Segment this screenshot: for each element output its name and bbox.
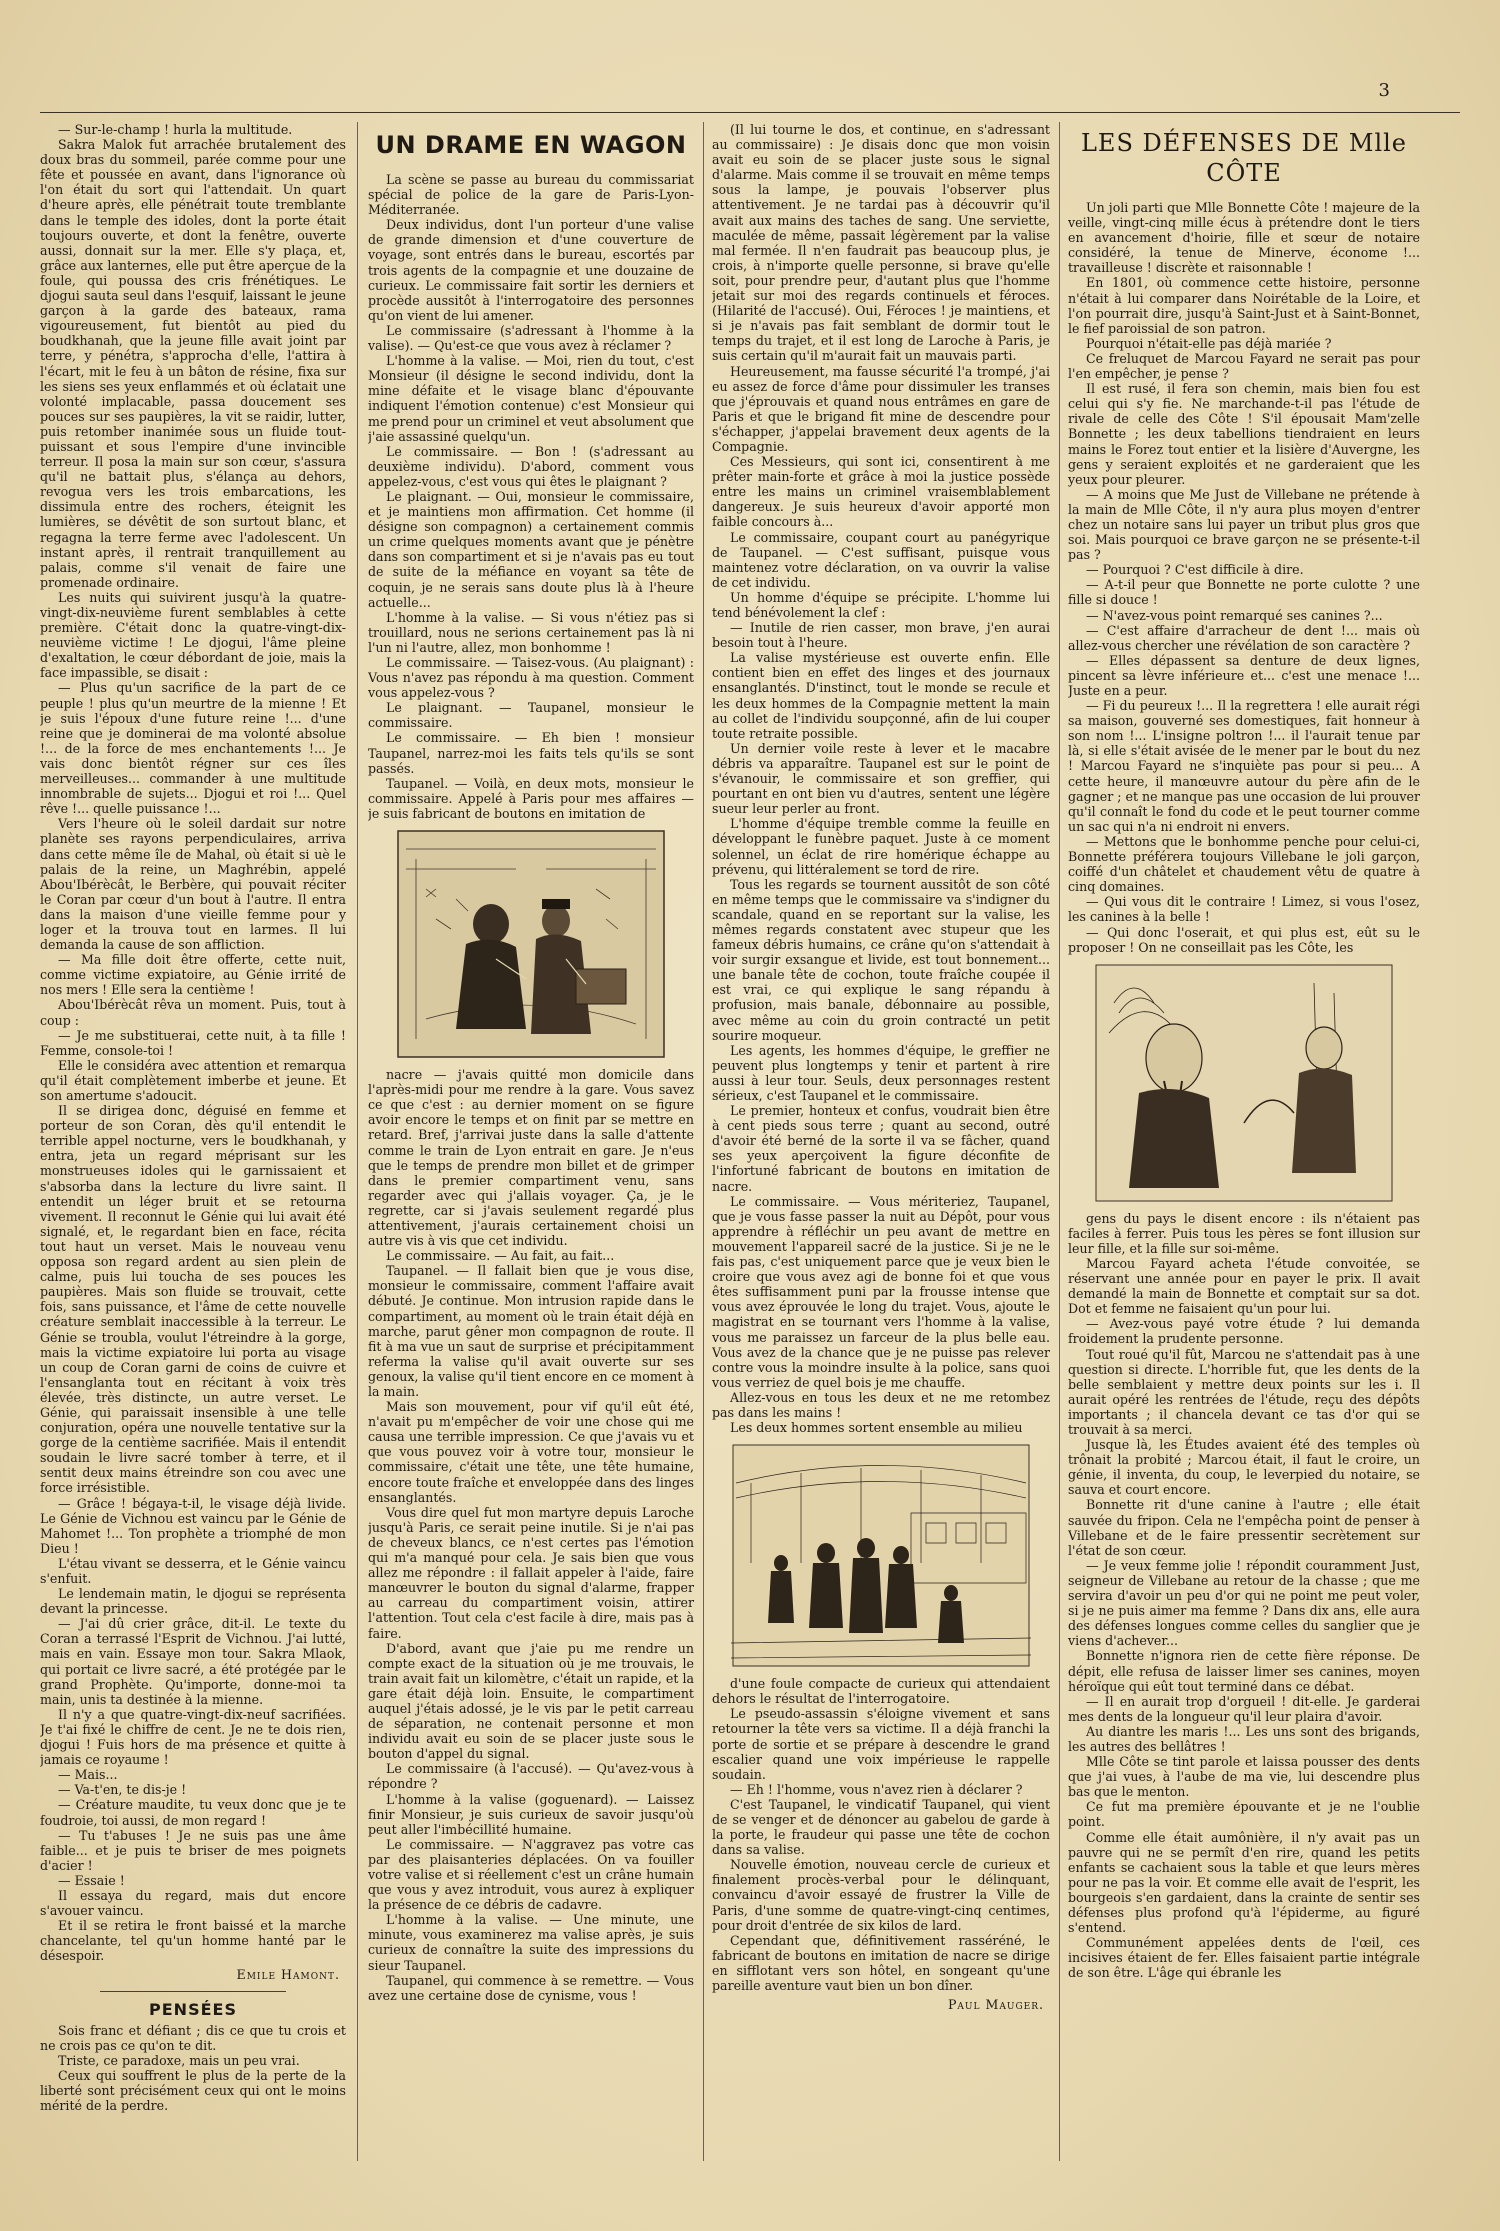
paragraph: — Essaie ! (58, 1872, 125, 1888)
paragraph: — Tu t'abuses ! Je ne suis pas une âme faible... et je puis te briser de mes poignets d'acier ! (40, 1827, 346, 1873)
paragraph: — Grâce ! bégaya-t-il, le visage déjà livide. Le Génie de Vichnou est vaincu par le Génie de Mahomet !... Ton prophète a triomphé de mon Dieu ! (40, 1495, 346, 1556)
paragraph: gens du pays le disent encore : ils n'étaient pas faciles à ferrer. Puis tous les pères se font illusion sur leur fille, et la fille sur soi-même. (1068, 1210, 1420, 1256)
paragraph: Les nuits qui suivirent jusqu'à la quatre-vingt-dix-neuvième furent semblables à cette première. C'était donc la quatre-vingt-dix-neuvième victime ! Le djogui, l'âme pleine d'exaltation, le cœur débordant de joie, mais la face impassible, se disait : (40, 589, 346, 681)
header-rule (40, 112, 1460, 113)
paragraph: Ce fut ma première épouvante et je ne l'oublie point. (1068, 1799, 1420, 1830)
paragraph: Sakra Malok fut arrachée brutalement des doux bras du sommeil, parée comme pour une fête et poussée en avant, dans l'ignorance où l'on était du sort qui l'attendait. Un quart d'heure après, elle pénétrait toute tremblante dans le temple des idoles, dont la porte était toujours ouverte, et dont la fenêtre, ouverte aussi, donnait sur la mer. Elle s'y plaça, et, grâce aux lanternes, elle put être aperçue de la foule, qui poussa des cris frénétiques. Le djogui sauta seul dans l'esquif, laissant le jeune garçon à la garde des bateaux, rama vigoureusement, fut bientôt au pied du boudkhanah, que la jeune fille avait joint par terre, y pénétra, s'approcha d'elle, l'attira à l'écart, mit le feu à un bâton de résine, fixa sur les siens ses yeux enflammés et où éclatait une volonté implacable, passa doucement ses pouces sur ses paupières, la vit se raidir, lutter, puis retomber inanimée sous un fluide tout-puissant et sous l'empire d'une invincible terreur. Il posa la main sur son cœur, s'assura qu'il ne battait plus, s'élança au dehors, revogua vers les trois embarcations, les dissimula entre des rochers, éteignit les lumières, se dévêtit de son surtout blanc, et regagna la terre ferme avec l'adolescent. Un instant après, il rentrait tranquillement au palais, comme s'il venait de faire une promenade ordinaire. (40, 137, 346, 590)
paragraph: Il n'y a que quatre-vingt-dix-neuf sacrifiées. Je t'ai fixé le chiffre de cent. Je ne te dois rien, djogui ! Fuis hors de ma présence et quitte à jamais ce royaume ! (40, 1706, 346, 1768)
paragraph: — Qui donc l'oserait, et qui plus est, eût su le proposer ! On ne conseillait pas les Côte, les (1068, 924, 1420, 955)
article-defenses-part1 (1068, 200, 1420, 955)
paragraph: Ceux qui souffrent le plus de la perte de la liberté sont précisément ceux qui ont le moins mérité de la perdre. (40, 2067, 346, 2114)
paragraph: Mais son mouvement, pour vif qu'il eût été, n'avait pu m'empêcher de voir une chose qui me causa une terrible impression. Ce que j'avais vu et que vous pouvez voir à votre tour, monsieur le commissaire, c'était une tête, une tête humaine, encore toute fraîche et enveloppée dans des linges ensanglantés. (368, 1399, 694, 1505)
pensees-title: PENSÉES (149, 1999, 237, 2019)
paragraph: Le pseudo-assassin s'éloigne vivement et sans retourner la tête vers sa victime. Il a déjà franchi la porte de sortie et se prépare à descendre le grand escalier quand une voix impérieuse le rappelle soudain. (712, 1706, 1050, 1782)
paragraph: Il est rusé, il fera son chemin, mais bien fou est celui qui s'y fie. Ne marchande-t-il pas l'étude de rivale de celle des Côte ! S'il épousait Mam'zelle Bonnette ; les deux tabellions tiendraient en leurs mains le Forez tout entier et la lisière d'Auvergne, les gens y seraient exploités et ne garderaient que les yeux pour pleurer. (1068, 381, 1420, 487)
paragraph: Ce freluquet de Marcou Fayard ne serait pas pour l'en empêcher, je pense ? (1068, 350, 1420, 382)
paragraph: Taupanel. — Voilà, en deux mots, monsieur le commissaire. Appelé à Paris pour mes affaires — je suis fabricant de boutons en imitation de (368, 775, 694, 821)
article-defenses-part2 (1068, 1211, 1420, 1981)
paragraph: Bonnette n'ignora rien de cette fière réponse. De dépit, elle refusa de laisser limer ses canines, moyen héroïque qui eût tout terminé dans ce débat. (1068, 1648, 1420, 1694)
paragraph: — N'avez-vous point remarqué ses canines ?... (1086, 607, 1383, 623)
paragraph: Tout roué qu'il fût, Marcou ne s'attendait pas à une question si directe. L'horrible fut, que les dents de la belle semblaient y mettre deux points sur les i. Il aurait opéré les rentrées de l'étude, reçu des dépôts importants ; il chancela devant ce tas d'or qui se trouvait à sa merci. (1068, 1346, 1420, 1437)
paragraph: Le commissaire. — Eh bien ! monsieur Taupanel, narrez-moi les faits tels qu'ils se sont passés. (368, 730, 694, 776)
column-2 (368, 122, 694, 2161)
article-drame-part2 (368, 1067, 694, 2003)
paragraph: — Inutile de rien casser, mon brave, j'en aurai besoin tout à l'heure. (712, 620, 1050, 651)
signature-hamont: Emile Hamont. (236, 1967, 340, 1983)
pensees-list (40, 2023, 346, 2114)
paragraph: Tous les regards se tournent aussitôt de son côté en même temps que le commissaire va s'indigner du scandale, quand en se reportant sur la valise, les mêmes regards constatent avec stupeur que les fameux débris humains, ce crâne qu'on s'attendait à voir surgir exsangue et livide, est tout bonnement... une banale tête de cochon, toute fraîche coupée il est vrai, ce qui explique le sang répandu à profusion, mais banale, débonnaire au possible, avec même au coin du groin contracté un petit sourire moqueur. (712, 876, 1050, 1043)
paragraph: — Créature maudite, tu veux donc que je te foudroie, toi aussi, de mon regard ! (40, 1797, 346, 1828)
paragraph: Il essaya du regard, mais dut encore s'avouer vaincu. (40, 1887, 346, 1919)
paragraph: Allez-vous en tous les deux et ne me retombez pas dans les mains ! (712, 1389, 1050, 1420)
cote-engraving (1094, 963, 1394, 1203)
paragraph: Le commissaire (s'adressant à l'homme à la valise). — Qu'est-ce que vous avez à réclamer ? (368, 322, 694, 354)
paragraph: Vous dire quel fut mon martyre depuis Laroche jusqu'à Paris, ce serait peine inutile. Si je n'ai pas de cheveux blancs, ce n'est certes pas l'émotion qui m'a manqué pour cela. Je sais bien que vous allez me répondre : il fallait appeler à l'aide, faire manœuvrer le bouton du signal d'alarme, frapper au carreau du compartiment voisin, attirer l'attention. Tout cela c'est facile à dire, mais pas à faire. (368, 1504, 694, 1641)
paragraph: Vers l'heure où le soleil dardait sur notre planète ses rayons perpendiculaires, arriva dans cette même île de Mahal, où était si uè le palais de la reine, un Maghrébin, appelé Abou'Ibérècât, le Berbère, qui pouvait réciter le Coran par cœur d'un bout à l'autre. Il entra dans la maison d'une vieille femme pour y loger et la trouva tout en larmes. Il lui demanda la cause de son affliction. (40, 816, 346, 953)
paragraph: — Sur-le-champ ! hurla la multitude. (58, 122, 293, 137)
page-number: 3 (1378, 80, 1390, 101)
paragraph: Un dernier voile reste à lever et le macabre débris va apparaître. Taupanel est sur le point de s'évanouir, le commissaire et son greffier, qui pourtant en ont bien vu d'autres, sentent une légère sueur leur perler au front. (712, 740, 1050, 817)
article-drame-part4 (712, 1676, 1050, 1993)
paragraph: — Il en aurait trop d'orgueil ! dit-elle. Je garderai mes dents de la longueur qu'il leur plaira d'avoir. (1068, 1693, 1420, 1724)
paragraph: La valise mystérieuse est ouverte enfin. Elle contient bien en effet des linges et des journaux ensanglantés. D'instinct, tout le monde se recule et les deux hommes de la Compagnie mettent la main au collet de l'individu soupçonné, afin de lui couper toute retraite possible. (712, 650, 1050, 741)
compartment-engraving (396, 829, 666, 1059)
article-drame-part1 (368, 172, 694, 821)
paragraph: Mlle Côte se tint parole et laissa pousser des dents que j'ai vues, à l'aube de ma vie, lui descendre plus bas que le menton. (1068, 1754, 1420, 1800)
paragraph: — Plus qu'un sacrifice de la part de ce peuple ! plus qu'un meurtre de la mienne ! Et je suis l'époux d'une future reine !... d'une reine que je dominerai de ma volonté absolue !... de la force de mes enchantements !... Je vais donc bientôt régner sur ces îles merveilleuses... commander à une multitude innombrable de sujets... Djogui et roi !... Quel rêve !... quelle puissance !... (40, 680, 346, 817)
paragraph: — Pourquoi ? C'est difficile à dire. (1086, 562, 1304, 578)
paragraph: nacre — j'avais quitté mon domicile dans l'après-midi pour me rendre à la gare. Vous savez ce que c'est : au dernier moment on se figure avoir encore le temps et on finit par se mettre en retard. Bref, j'arrivai juste dans la salle d'attente comme le train de Lyon entrait en gare. Je n'eus que le temps de prendre mon billet et de grimper dans le premier compartiment venu, sans regarder avec qui j'allais voyager. Ça, je le regrette, car si j'avais seulement regardé plus attentivement, j'aurais certainement choisi un autre vis à vis que cet individu. (368, 1067, 694, 1249)
article-title-defenses: LES DÉFENSES DE Mlle CÔTE (1080, 129, 1407, 187)
paragraph: Le commissaire. — Au fait, au fait... (386, 1248, 615, 1264)
paragraph: En 1801, où commence cette histoire, personne n'était à lui comparer dans Noirétable de la Loire, et l'on pourrait dire, jusqu'à Saint-Just et à Saint-Bonnet, le fief paroissial de son patron. (1068, 275, 1420, 336)
paragraph: D'abord, avant que j'aie pu me rendre un compte exact de la situation où je me trouvais, le train avait fait un kilomètre, c'était un rapide, et la gare était déjà loin. Ensuite, le compartiment auquel j'étais adossé, je le vis par le petit carreau de séparation, ne contenait personne et mon individu avait eu soin de se placer juste sous le bouton d'appel du signal. (368, 1640, 694, 1762)
article-drame-part3 (712, 122, 1050, 1435)
column-rule (1059, 122, 1060, 2161)
paragraph: Le commissaire. — Bon ! (s'adressant au deuxième individu). D'abord, comment vous appelez-vous, c'est vous qui êtes le plaignant ? (368, 443, 694, 489)
paragraph: Taupanel, qui commence à se remettre. — Vous avez une certaine dose de cynisme, vous ! (368, 1972, 694, 2003)
paragraph: Bonnette rit d'une canine à l'autre ; elle était sauvée du fripon. Cela ne l'empêcha point de penser à Villebane et de le faire pressentir secrètement sur l'état de son cœur. (1068, 1497, 1420, 1558)
paragraph: Les agents, les hommes d'équipe, le greffier ne peuvent plus longtemps y tenir et partent à rire aussi à leur tour. Seuls, deux personnages restent sérieux, c'est Taupanel et le commissaire. (712, 1042, 1050, 1103)
paragraph: Le commissaire. — Vous mériteriez, Taupanel, que je vous fasse passer la nuit au Dépôt, pour vous apprendre à réfléchir un peu avant de mettre en mouvement l'appareil sacré de la justice. Si je ne le fais pas, c'est uniquement parce que je veux bien le croire que vous avez agi de bonne foi et que vous êtes suffisamment puni par la frousse intense que vous avez éprouvée le long du trajet. Vous, ajoute le magistrat en se tournant vers l'homme à la valise, vous me paraissez un farceur de la plus belle eau. Vous avez de la chance que je ne puisse pas relever contre vous la moindre insulte à la police, sans quoi vous verriez de quel bois je me chauffe. (712, 1193, 1050, 1390)
paragraph: Jusque là, les Études avaient été des temples où trônait la probité ; Marcou était, il faut le croire, un génie, il inventa, du coup, le leverpied du notaire, se sauva et court encore. (1068, 1437, 1420, 1498)
paragraph: Elle le considéra avec attention et remarqua qu'il était complètement imberbe et jeune. Et son amertume s'adoucit. (40, 1057, 346, 1103)
paragraph: L'homme à la valise. — Moi, rien du tout, c'est Monsieur (il désigne le second individu, dont la mine défaite et le visage blanc d'épouvante indiquent l'émotion contenue) c'est Monsieur qui me prend pour un criminel et veut absolument que j'aie assassiné quelqu'un. (368, 353, 694, 444)
paragraph: Cependant que, définitivement rasséréné, le fabricant de boutons en imitation de nacre se dirige en sifflotant vers son hôtel, en songeant qu'une pareille aventure vaut bien un bon dîner. (712, 1932, 1050, 1994)
paragraph: — C'est affaire d'arracheur de dent !... mais où allez-vous chercher une révélation de son caractère ? (1068, 622, 1420, 653)
paragraph: Comme elle était aumônière, il n'y avait pas un pauvre qui ne se permît d'en rire, quand les petits enfants se cachaient sous la table et que leurs mères pour ne pas la voir. Et comme elle avait de l'esprit, les bourgeois s'en gardaient, dans la crainte de sentir ses défenses plus profond qu'à l'épiderme, au figuré s'entend. (1068, 1829, 1420, 1936)
paragraph: — Avez-vous payé votre étude ? lui demanda froidement la prudente personne. (1068, 1316, 1420, 1347)
paragraph: L'homme à la valise. — Si vous n'étiez pas si trouillard, nous ne serions certainement pas là ni l'un ni l'autre, allez, mon bonhomme ! (368, 609, 694, 655)
paragraph: Triste, ce paradoxe, mais un peu vrai. (58, 2052, 300, 2068)
paragraph: Le plaignant. — Taupanel, monsieur le commissaire. (368, 700, 694, 731)
divider (100, 1991, 286, 1992)
paragraph: — Je me substituerai, cette nuit, à ta fille ! Femme, console-toi ! (40, 1027, 346, 1058)
paragraph: Le plaignant. — Oui, monsieur le commissaire, et je maintiens mon affirmation. Cet homme (il désigne son compagnon) a certainement commis un crime quelques moments avant que je pénètre dans son compartiment et si je n'avais pas eu tout de suite de la méfiance en voyant sa tête de coquin, je ne serais sans doute plus là à l'heure actuelle... (368, 488, 694, 610)
paragraph: Il se dirigea donc, déguisé en femme et porteur de son Coran, dès qu'il entendit le terrible appel nocturne, vers le boudkhanah, y entra, jeta un regard méprisant sur les monstrueuses idoles qui le garnissaient et s'absorba dans la lecture du livre saint. Il entendit un léger bruit et se retourna vivement. Il reconnut le Génie qui lui avait été signalé, et, le regardant bien en face, récita tout haut un verset. Mais le nouveau venu opposa son regard ardent au sien plein de calme, puis lui toucha de ses pouces les paupières. Mais son fluide se trouvait, cette fois, sans puissance, et l'âme de cette nouvelle créature semblait inaccessible à la terreur. Le Génie se troubla, voulut l'étreindre à la gorge, mais la victime expiatoire lui porta au visage un coup de Coran garni de coins de cuivre et l'ensanglanta tout en récitant à voix très élevée, très distincte, un autre verset. Le Génie, qui paraissait insensible à une telle conjuration, opéra une nouvelle tentative sur la gorge de la centième sacrifiée. Mais il entendit soudain le livre sacré tomber à terre, et il sentit deux mains étreindre son cou avec une force irrésistible. (40, 1103, 346, 1496)
paragraph: — Mais... (58, 1767, 118, 1783)
paragraph: Au diantre les maris !... Les uns sont des brigands, les autres des bellâtres ! (1068, 1723, 1420, 1754)
paragraph: Communément appelées dents de l'œil, ces incisives étaient de fer. Elles faisaient partie intégrale de son être. L'âge qui ébranle les (1068, 1935, 1420, 1981)
column-4 (1068, 122, 1420, 2161)
paragraph: — Elles dépassent sa denture de deux lignes, pincent sa lèvre inférieure et... c'est une menace !... Juste en a peur. (1068, 652, 1420, 698)
paragraph: Sois franc et défiant ; dis ce que tu crois et ne crois pas ce qu'on te dit. (40, 2022, 346, 2053)
paragraph: Nouvelle émotion, nouveau cercle de curieux et finalement procès-verbal pour le délinquant, convaincu d'avoir essayé de frustrer la Ville de Paris, d'une somme de quatre-vingt-cinq centimes, pour droit d'entrée de six kilos de lard. (712, 1857, 1050, 1933)
paragraph: — Je veux femme jolie ! répondit couramment Just, seigneur de Villebane au retour de la chasse ; que me servira d'avoir un peu d'or qui ne point me peut voler, si je ne puis aimer ma femme ? Dans dix ans, elle aura des défenses longues comme celles du sanglier que je viens d'achever... (1068, 1557, 1420, 1649)
paragraph: Les deux hommes sortent ensemble au milieu (730, 1420, 1023, 1436)
paragraph: L'homme d'équipe tremble comme la feuille en développant le funèbre paquet. Juste à ce moment solennel, un éclat de rire homérique échappe au prévenu, qui littéralement se tord de rire. (712, 816, 1050, 877)
paragraph: Heureusement, ma fausse sécurité l'a trompé, j'ai eu assez de force d'âme pour dissimuler les transes que j'éprouvais et quand nous entrâmes en gare de Paris et que le brigand fit mine de descendre pour s'échapper, j'appelai bravement deux agents de la Compagnie. (712, 363, 1050, 454)
paragraph: Le commissaire, coupant court au panégyrique de Taupanel. — C'est suffisant, puisque vous maintenez votre déclaration, on va ouvrir la valise de cet individu. (712, 529, 1050, 590)
paragraph: — Ma fille doit être offerte, cette nuit, comme victime expiatoire, au Génie irrité de nos mers ! Elle sera la centième ! (40, 952, 346, 998)
paragraph: L'homme à la valise. — Une minute, une minute, vous examinerez ma valise après, je suis curieux de connaître la suite des impressions du sieur Taupanel. (368, 1912, 694, 1973)
paragraph: L'étau vivant se desserra, et le Génie vaincu s'enfuit. (40, 1555, 346, 1586)
story-hamont (40, 122, 346, 1963)
column-rule (703, 122, 704, 2161)
paragraph: Deux individus, dont l'un porteur d'une valise de grande dimension et d'une couverture de voyage, sont entrés dans le bureau, escortés par trois agents de la compagnie et une douzaine de curieux. Le commissaire fait sortir les derniers et procède aussitôt à l'interrogatoire des personnes qu'on vient de lui amener. (368, 217, 694, 323)
column-rule (357, 122, 358, 2161)
paragraph: d'une foule compacte de curieux qui attendaient dehors le résultat de l'interrogatoire. (712, 1676, 1050, 1707)
paragraph: Un joli parti que Mlle Bonnette Côte ! majeure de la veille, vingt-cinq mille écus à prétendre dont le tiers en avancement d'hoirie, fille et sœur de notaire considéré, la tenue de Minerve, économe !... travailleuse ! discrète et raisonnable ! (1068, 200, 1420, 276)
paragraph: Taupanel. — Il fallait bien que je vous dise, monsieur le commissaire, comment l'affaire avait débuté. Je continue. Mon intrusion rapide dans le compartiment, au moment où le train était déjà en marche, parut gêner mon compagnon de route. Il fit à ma vue un saut de surprise et précipitamment referma la valise qu'il avait ouverte sur ses genoux, la valise qu'il tient encore en ce moment à la main. (368, 1263, 694, 1399)
paragraph: — Eh ! l'homme, vous n'avez rien à déclarer ? (730, 1781, 1023, 1797)
paragraph: Le premier, honteux et confus, voudrait bien être à cent pieds sous terre ; quant au second, outré d'avoir été berné de la sorte il va se fâcher, quand ses yeux aperçoivent la figure déconfite de l'infortuné fabricant de boutons en imitation de nacre. (712, 1103, 1050, 1194)
illustration-station (712, 1443, 1050, 1668)
column-3 (712, 122, 1050, 2161)
paragraph: (Il lui tourne le dos, et continue, en s'adressant au commissaire) : Je disais donc que mon voisin avait eu soin de se placer juste sous le signal d'alarme. Mais comme il se trouvait en même temps sous la lampe, je pouvais l'observer plus attentivement. Je ne tardai pas à découvrir qu'il avait aux mains des taches de sang. Une serviette, maculée de même, passait légèrement par la valise mal fermée. Il n'en faudrait pas beaucoup plus, je crois, à n'importe quelle personne, si brave qu'elle soit, pour prendre peur, d'autant plus que l'homme jetait sur moi des regards continuels et féroces. (Hilarité de l'accusé). Oui, Féroces ! je maintiens, et si je n'avais pas fait semblant de dormir tout le temps du trajet, et il est long de Laroche à Paris, je suis certain qu'il m'aurait fait un mauvais parti. (712, 122, 1050, 364)
paragraph: Le commissaire. — Taisez-vous. (Au plaignant) : Vous n'avez pas répondu à ma question. Comment vous appelez-vous ? (368, 655, 694, 701)
paragraph: — Mettons que le bonhomme penche pour celui-ci, Bonnette préférera toujours Villebane le joli garçon, coiffé d'un châtelet et chaudement vêtu de quatre à cinq domaines. (1068, 833, 1420, 895)
paragraph: — A-t-il peur que Bonnette ne porte culotte ? une fille si douce ! (1068, 577, 1420, 608)
column-1 (40, 122, 346, 2161)
paragraph: Ces Messieurs, qui sont ici, consentirent à me prêter main-forte et grâce à moi la justice possède entre les mains un criminel vraisemblablement dangereux. Je suis heureux d'avoir apporté mon faible concours à... (712, 454, 1050, 530)
paragraph: Le commissaire (à l'accusé). — Qu'avez-vous à répondre ? (368, 1761, 694, 1792)
article-title-drame: UN DRAME EN WAGON (375, 131, 687, 159)
signature-mauger: Paul Mauger. (947, 1997, 1044, 2013)
illustration-cote (1068, 963, 1420, 1203)
paragraph: La scène se passe au bureau du commissariat spécial de police de la gare de Paris-Lyon-Méditerranée. (368, 172, 694, 218)
paragraph: — J'ai dû crier grâce, dit-il. Le texte du Coran a terrassé l'Esprit de Vichnou. J'ai lutté, mais en vain. Essaye mon tour. Sakra Mlaok, qui portait ce livre sacré, a été protégée par le grand Prophète. Qu'importe, donne-moi ta main, unis ta destinée à la mienne. (40, 1616, 346, 1707)
paragraph: L'homme à la valise (goguenard). — Laissez finir Monsieur, je suis curieux de savoir jusqu'où peut aller l'imbécillité humaine. (368, 1791, 694, 1837)
paragraph: — Fi du peureux !... Il la regrettera ! elle aurait régi sa maison, gouverné ses domestiques, fait honneur à son nom !... L'insigne poltron !... il l'aurait tenue par là, si elle s'était avisée de le mener par le bout du nez ! Marcou Fayard ne s'inquiète pas pour si peu... A cette heure, il manœuvre autour du père afin de le gagner ; et ne manque pas une occasion de lui prouver qu'il connaît le fond du code et le peut tourner comme un sac qui n'a ni endroit ni envers. (1068, 698, 1420, 834)
paragraph: Marcou Fayard acheta l'étude convoitée, se réservant une année pour en payer le prix. Il avait demandé la main de Bonnette et comptait sur sa dot. Dot et femme ne faisaient qu'un pour lui. (1068, 1255, 1420, 1317)
paragraph: Un homme d'équipe se précipite. L'homme lui tend bénévolement la clef : (712, 589, 1050, 620)
paragraph: Le commissaire. — N'aggravez pas votre cas par des plaisanteries déplacées. On va fouiller votre valise et si réellement c'est un crâne humain que vous y avez introduit, vous aurez à expliquer la présence de ce débris de cadavre. (368, 1836, 694, 1913)
paragraph: Et il se retira le front baissé et la marche chancelante, tel qu'un homme hanté par le désespoir. (40, 1918, 346, 1964)
paragraph: — A moins que Me Just de Villebane ne prétende à la main de Mlle Côte, il n'y aura plus moyen d'entrer chez un notaire sans lui payer un tribut plus gros que soi. Mais pourquoi ce brave garçon ne se présente-t-il pas ? (1068, 486, 1420, 563)
paragraph: C'est Taupanel, le vindicatif Taupanel, qui vient de se venger et de dénoncer au gabelou de garde à la porte, le fraudeur qui passe une tête de cochon dans sa valise. (712, 1796, 1050, 1858)
paragraph: — Va-t'en, te dis-je ! (58, 1782, 187, 1798)
paragraph: Le lendemain matin, le djogui se représenta devant la princesse. (40, 1586, 346, 1617)
station-engraving (731, 1443, 1031, 1668)
paragraph: — Qui vous dit le contraire ! Limez, si vous l'osez, les canines à la belle ! (1068, 894, 1420, 925)
illustration-compartment (368, 829, 694, 1059)
paragraph: Pourquoi n'était-elle pas déjà mariée ? (1086, 335, 1332, 351)
paragraph: Abou'Ibérècât rêva un moment. Puis, tout à coup : (40, 997, 346, 1028)
